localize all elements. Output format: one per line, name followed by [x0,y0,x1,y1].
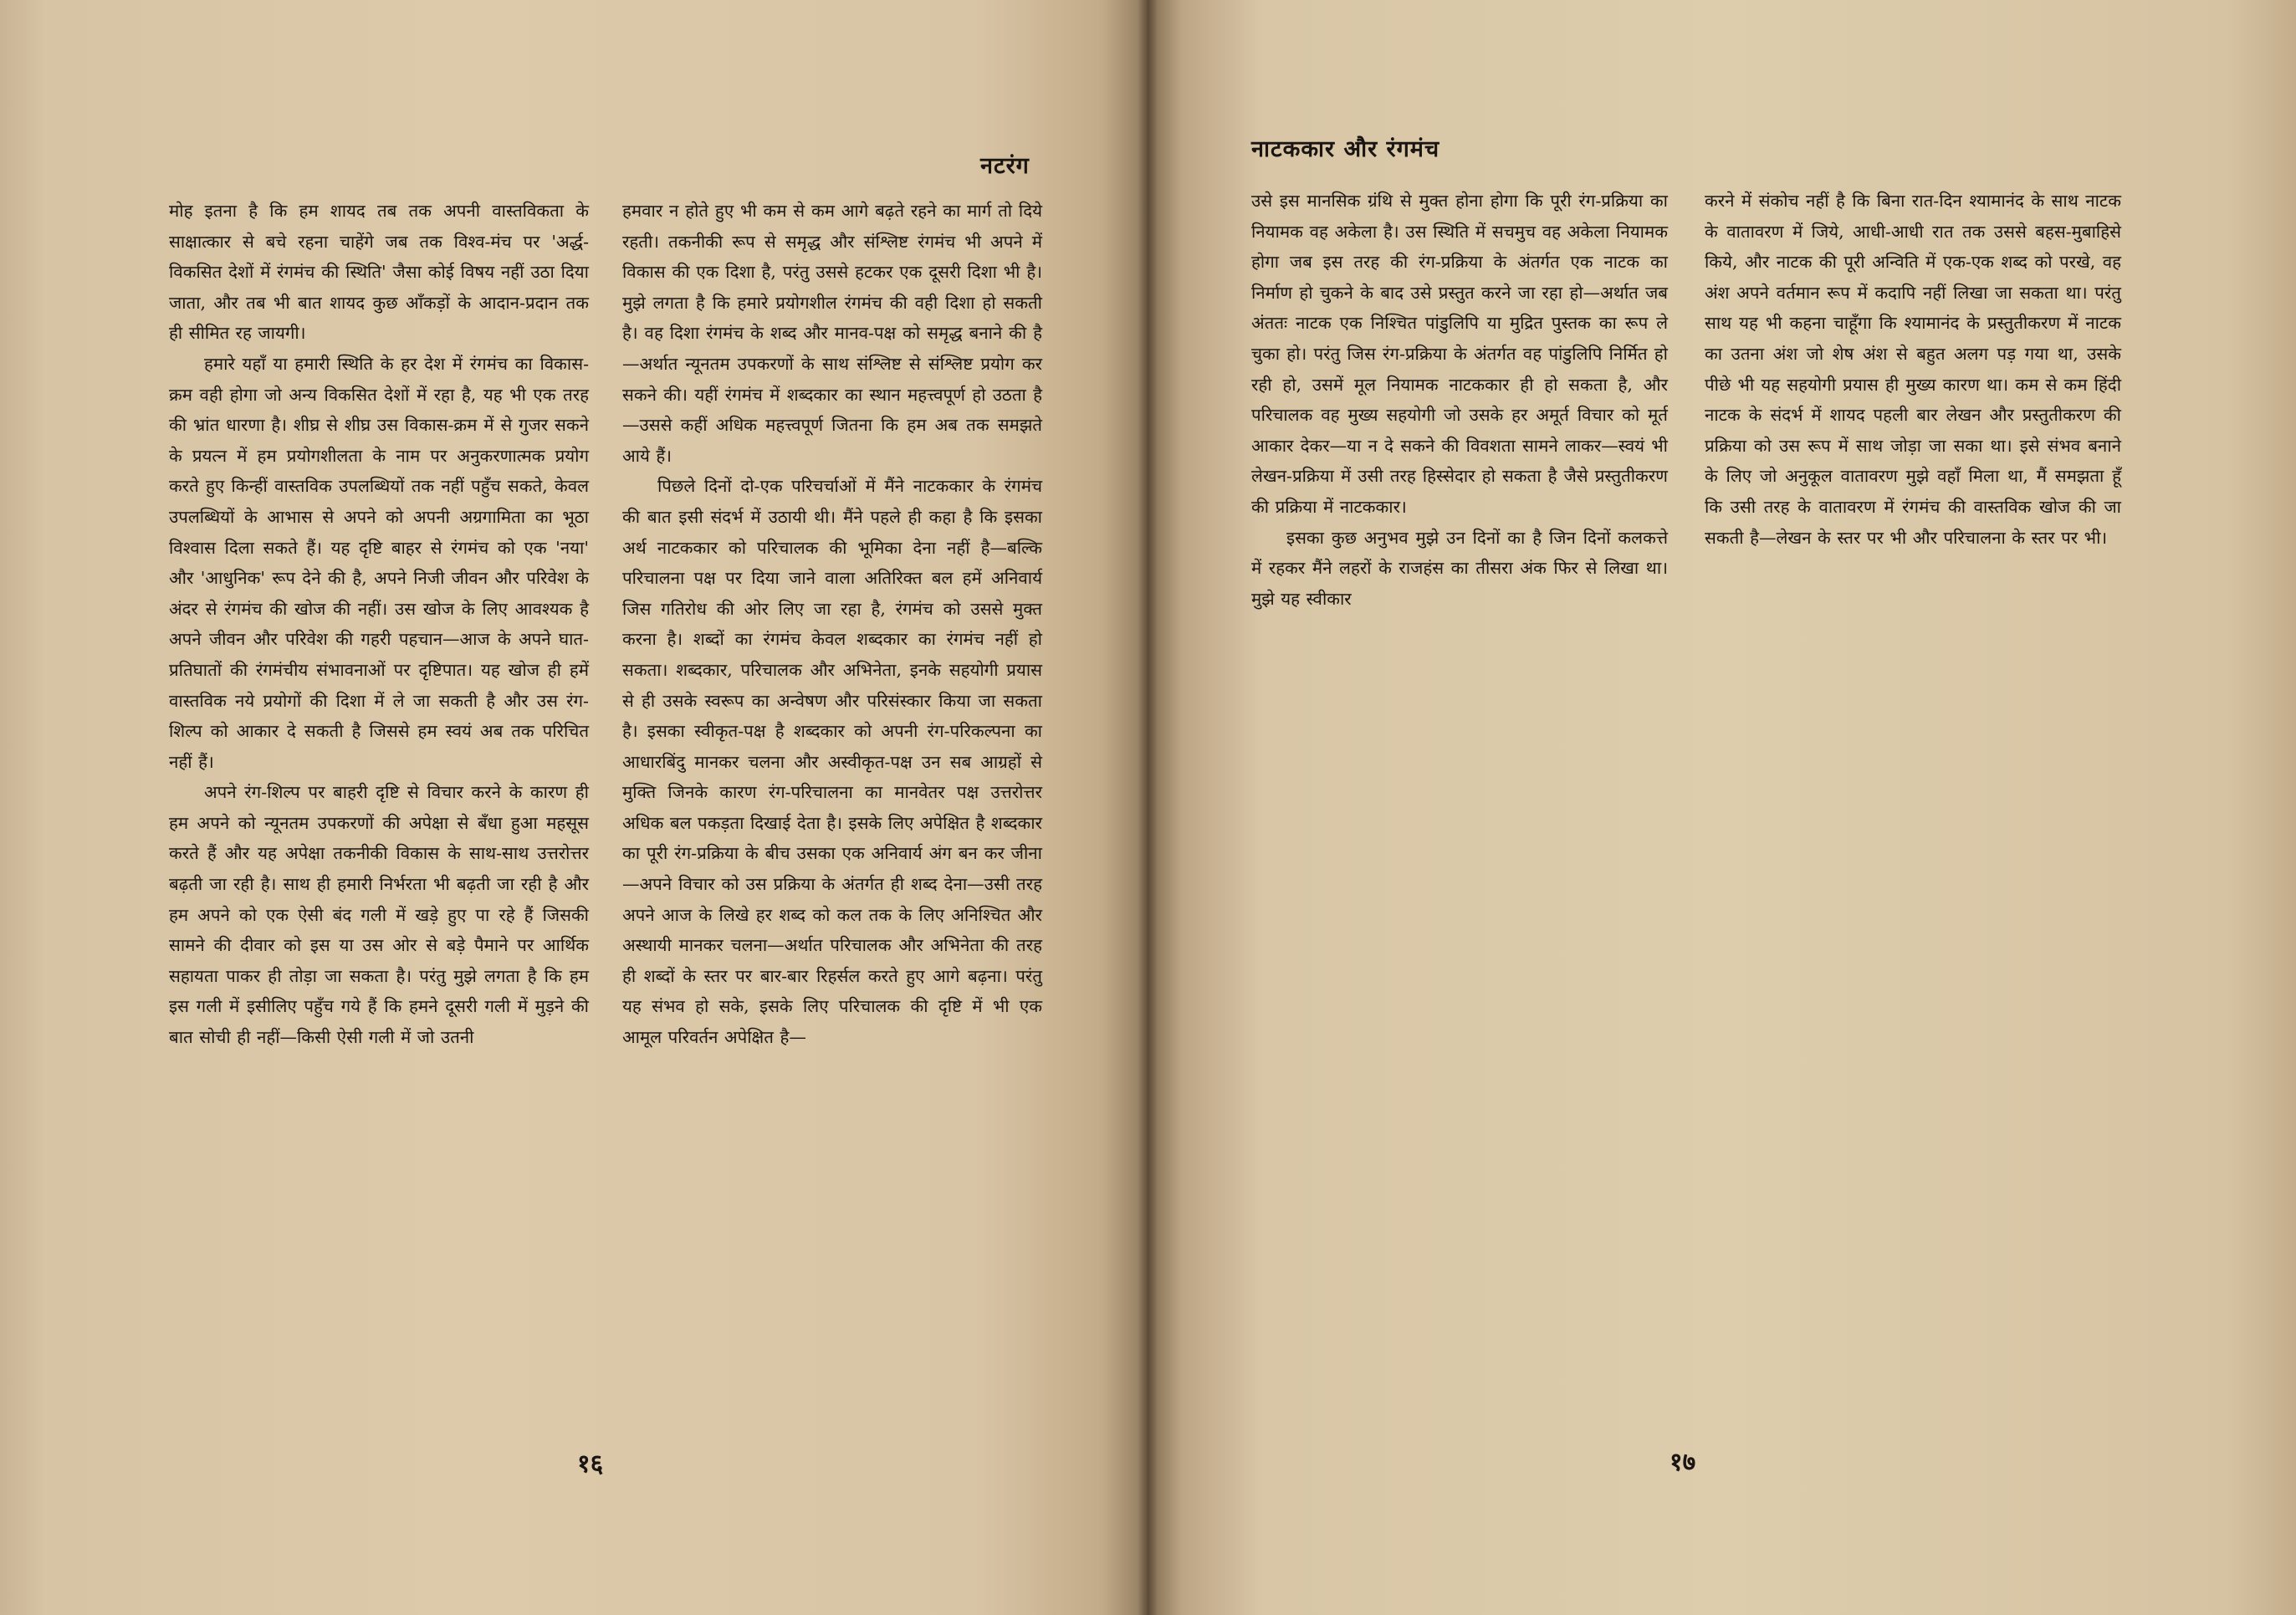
right-column-2 [1705,186,2121,553]
left-column-1 [169,196,589,1053]
paragraph: पिछले दिनों दो-एक परिचर्चाओं में मैंने नाटककार के रंगमंच की बात इसी संदर्भ में उठायी थी। मैंने पहले ही कहा है कि इसका अर्थ नाटककार को परिचालक की भूमिका देना नहीं है—बल्कि परिचालना पक्ष पर दिया जाने वाला अतिरिक्त बल हमें अनिवार्य जिस गतिरोध की ओर लिए जा रहा है, रंगमंच को उससे मुक्त करना है। शब्दों का रंगमंच केवल शब्दकार का रंगमंच नहीं हो सकता। शब्दकार, परिचालक और अभिनेता, इनके सहयोगी प्रयास से ही उसके स्वरूप का अन्वेषण और परिसंस्कार किया जा सकता है। इसका स्वीकृत-पक्ष है शब्दकार को अपनी रंग-परिकल्पना का आधारबिंदु मानकर चलना और अस्वीकृत-पक्ष उन सब आग्रहों से मुक्ति जिनके कारण रंग-परिचालना का मानवेतर पक्ष उत्तरोत्तर अधिक बल पकड़ता दिखाई देता है। इसके लिए अपेक्षित है शब्दकार का पूरी रंग-प्रक्रिया के बीच उसका एक अनिवार्य अंग बन कर जीना—अपने विचार को उस प्रक्रिया के अंतर्गत ही शब्द देना—उसी तरह अपने आज के लिखे हर शब्द को कल तक के लिए अनिश्चित और अस्थायी मानकर चलना—अर्थात परिचालक और अभिनेता की तरह ही शब्दों के स्तर पर बार-बार रिहर्सल करते हुए आगे बढ़ना। परंतु यह संभव हो सके, इसके लिए परिचालक की दृष्टि में भी एक आमूल परिवर्तन अपेक्षित है— [622,476,1042,1048]
folio-left: १६ [577,1449,604,1479]
paragraph: अपने रंग-शिल्प पर बाहरी दृष्टि से विचार करने के कारण ही हम अपने को न्यूनतम उपकरणों की अपेक्षा से बँधा हुआ महसूस करते हैं और यह अपेक्षा तकनीकी विकास के साथ-साथ उत्तरोत्तर बढ़ती जा रही है। साथ ही हमारी निर्भरता भी बढ़ती जा रही है और हम अपने को एक ऐसी बंद गली में खड़े हुए पा रहे हैं जिसकी सामने की दीवार को इस या उस ओर से बड़े पैमाने पर आर्थिक सहायता पाकर ही तोड़ा जा सकता है। परंतु मुझे लगता है कि हम इस गली में इसीलिए पहुँच गये हैं कि हमने दूसरी गली में मुड़ने की बात सोची ही नहीं—किसी ऐसी गली में जो उतनी [169,782,589,1048]
paragraph: हमवार न होते हुए भी कम से कम आगे बढ़ते रहने का मार्ग तो दिये रहती। तकनीकी रूप से समृद्ध और संश्लिष्ट रंगमंच भी अपने में विकास की एक दिशा है, परंतु उससे हटकर एक दूसरी दिशा भी है। मुझे लगता है कि हमारे प्रयोगशील रंगमंच की वही दिशा हो सकती है। वह दिशा रंगमंच के शब्द और मानव-पक्ष को समृद्ध बनाने की है—अर्थात न्यूनतम उपकरणों के साथ संश्लिष्ट से संश्लिष्ट प्रयोग कर सकने की। यहीं रंगमंच में शब्दकार का स्थान महत्त्वपूर्ण हो उठता है—उससे कहीं अधिक महत्त्वपूर्ण जितना कि हम अब तक समझते आये हैं। [622,201,1042,466]
paragraph: मोह इतना है कि हम शायद तब तक अपनी वास्तविकता के साक्षात्कार से बचे रहना चाहेंगे जब तक विश्व-मंच पर 'अर्द्ध-विकसित देशों में रंगमंच की स्थिति' जैसा कोई विषय नहीं उठा दिया जाता, और तब भी बात शायद कुछ आँकड़ों के आदान-प्रदान तक ही सीमित रह जायगी। [169,201,589,344]
show-through-right [1255,719,2125,1388]
folio-right: १७ [1670,1448,1696,1477]
right-column-1 [1251,186,1668,614]
running-head-left: नटरंग [980,153,1030,179]
book-gutter [1138,0,1158,1615]
left-column-2 [622,196,1042,1053]
running-head-right: नाटककार और रंगमंच [1251,136,1440,162]
paragraph: हमारे यहाँ या हमारी स्थिति के हर देश में रंगमंच का विकास-क्रम वही होगा जो अन्य विकसित देशों में रहा है, यह भी एक तरह की भ्रांत धारणा है। शीघ्र से शीघ्र उस विकास-क्रम में से गुजर सकने के प्रयत्न में हम प्रयोगशीलता के नाम पर अनुकरणात्मक प्रयोग करते हुए किन्हीं वास्तविक उपलब्धियों तक नहीं पहुँच सकते, केवल उपलब्धियों के आभास से अपने को अपनी अग्रगामिता का भूठा विश्वास दिला सकते हैं। यह दृष्टि बाहर से रंगमंच को एक 'नया' और 'आधुनिक' रूप देने की है, अपने निजी जीवन और परिवेश के अंदर से रंगमंच की खोज की नहीं। उस खोज के लिए आवश्यक है अपने जीवन और परिवेश की गहरी पहचान—आज के अपने घात-प्रतिघातों की रंगमंचीय संभावनाओं पर दृष्टिपात। यह खोज ही हमें वास्तविक नये प्रयोगों की दिशा में ले जा सकती है और उस रंग-शिल्प को आकार दे सकती है जिससे हम स्वयं अब तक परिचित नहीं हैं। [169,353,589,772]
paragraph: करने में संकोच नहीं है कि बिना रात-दिन श्यामानंद के साथ नाटक के वातावरण में जिये, आधी-आधी रात तक उससे बहस-मुबाहिसे किये, और नाटक की पूरी अन्विति में एक-एक शब्द को परखे, वह अंश अपने वर्तमान रूप में कदापि नहीं लिखा जा सकता था। परंतु साथ यह भी कहना चाहूँगा कि श्यामानंद के प्रस्तुतीकरण में नाटक का उतना अंश जो शेष अंश से बहुत अलग पड़ गया था, उसके पीछे भी यह सहयोगी प्रयास ही मुख्य कारण था। कम से कम हिंदी नाटक के संदर्भ में शायद पहली बार लेखन और प्रस्तुतीकरण की प्रक्रिया को उस रूप में साथ जोड़ा जा सका था। इसे संभव बनाने के लिए जो अनुकूल वातावरण मुझे वहाँ मिला था, मैं समझता हूँ कि उसी तरह के वातावरण में रंगमंच की वास्तविक खोज की जा सकती है—लेखन के स्तर पर भी और परिचालना के स्तर पर भी। [1705,191,2121,548]
right-page [1148,0,2296,1615]
paragraph: इसका कुछ अनुभव मुझे उन दिनों का है जिन दिनों कलकत्ते में रहकर मैंने लहरों के राजहंस का तीसरा अंक फिर से लिखा था। मुझे यह स्वीकार [1251,527,1668,609]
paragraph: उसे इस मानसिक ग्रंथि से मुक्त होना होगा कि पूरी रंग-प्रक्रिया का नियामक वह अकेला है। उस स्थिति में सचमुच वह अकेला नियामक होगा जब इस तरह की रंग-प्रक्रिया के अंतर्गत एक नाटक का निर्माण हो चुकने के बाद उसे प्रस्तुत करने जा रहा हो—अर्थात जब अंततः नाटक एक निश्चित पांडुलिपि या मुद्रित पुस्तक का रूप ले चुका हो। परंतु जिस रंग-प्रक्रिया के अंतर्गत वह पांडुलिपि निर्मित हो रही हो, उसमें मूल नियामक नाटककार ही हो सकता है, और परिचालक वह मुख्य सहयोगी जो उसके हर अमूर्त विचार को मूर्त आकार देकर—या न दे सकने की विवशता सामने लाकर—स्वयं भी लेखन-प्रक्रिया में उसी तरह हिस्सेदार हो सकता है जैसे प्रस्तुतीकरण की प्रक्रिया में नाटककार। [1251,191,1668,517]
